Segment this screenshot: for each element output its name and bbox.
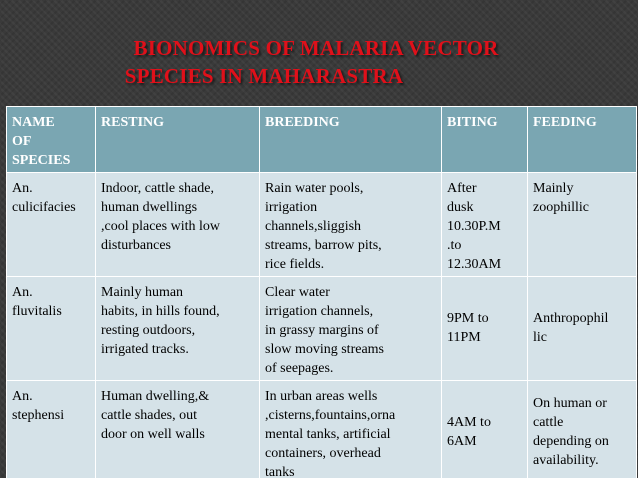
- cell-breeding: Rain water pools, irrigation channels,sliggish streams, barrow pits, rice fields.: [260, 173, 442, 277]
- cell-breeding: In urban areas wells ,cisterns,fountains,orna mental tanks, artificial containers, overhead tanks: [260, 381, 442, 478]
- header-breeding: BREEDING: [260, 107, 442, 173]
- table-row: [7, 277, 637, 381]
- cell-breeding: Clear water irrigation channels, in grassy margins of slow moving streams of seepages.: [260, 277, 442, 381]
- slide-title-line-1: BIONOMICS OF MALARIA VECTOR: [133, 36, 499, 60]
- cell-species: An. stephensi: [7, 381, 96, 478]
- slide-title: [0, 34, 638, 90]
- cell-resting: Human dwelling,& cattle shades, out door on well walls: [96, 381, 260, 478]
- header-biting: BITING: [442, 107, 528, 173]
- cell-biting: 4AM to 6AM: [442, 381, 528, 478]
- header-name-of-species: NAME OF SPECIES: [7, 107, 96, 173]
- header-resting: RESTING: [96, 107, 260, 173]
- cell-species: An. fluvitalis: [7, 277, 96, 381]
- bionomics-table: [6, 106, 637, 478]
- table-row: [7, 173, 637, 277]
- cell-biting: After dusk 10.30P.M .to 12.30AM: [442, 173, 528, 277]
- header-feeding: FEEDING: [528, 107, 637, 173]
- cell-species: An. culicifacies: [7, 173, 96, 277]
- slide-title-line-2: SPECIES IN MAHARASTRA: [124, 64, 404, 88]
- cell-feeding: On human or cattle depending on availability.: [528, 381, 637, 478]
- table-header-row: [7, 107, 637, 173]
- table-row: [7, 381, 637, 478]
- cell-biting: 9PM to 11PM: [442, 277, 528, 381]
- cell-feeding: Anthropophil lic: [528, 277, 637, 381]
- cell-feeding: Mainly zoophillic: [528, 173, 637, 277]
- cell-resting: Mainly human habits, in hills found, resting outdoors, irrigated tracks.: [96, 277, 260, 381]
- cell-resting: Indoor, cattle shade, human dwellings ,cool places with low disturbances: [96, 173, 260, 277]
